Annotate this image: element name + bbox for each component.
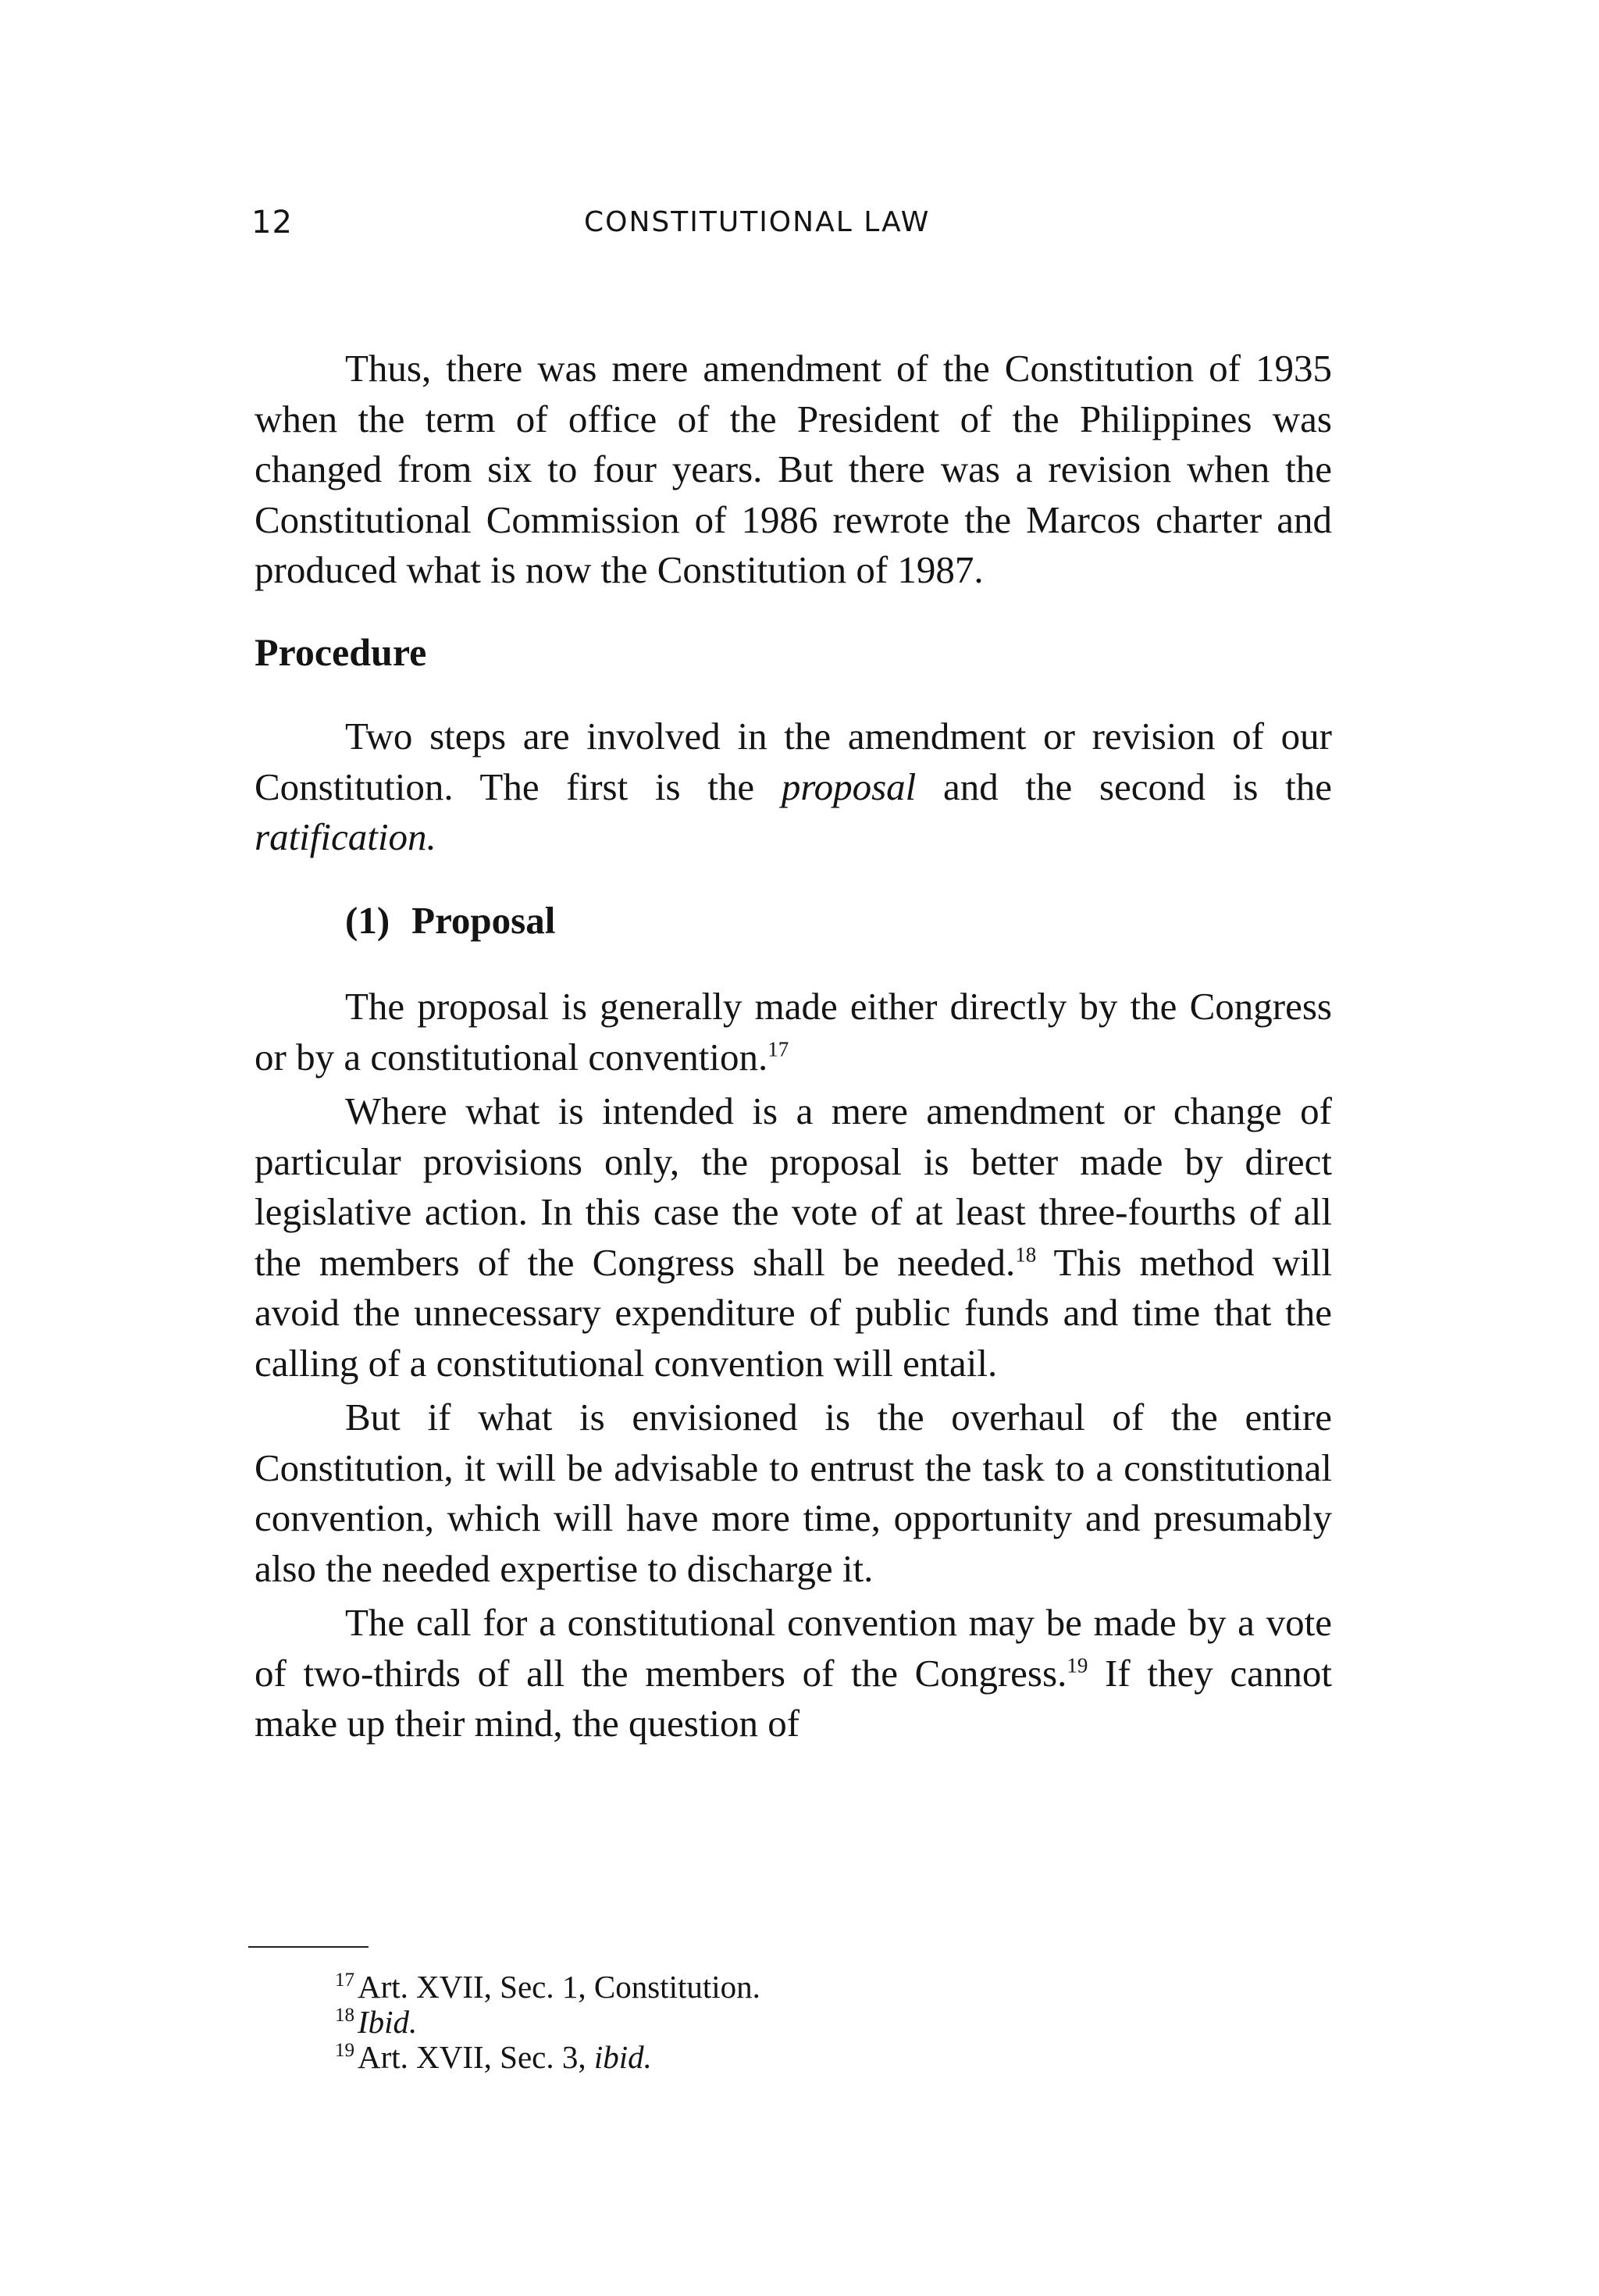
- paragraph-call-convention-text-2: If they cannot make up their mind, the question of: [255, 1651, 1332, 1745]
- footnote-text: Art. XVII, Sec. 1, Constitution.: [358, 1969, 760, 2005]
- footnote-18: [248, 2005, 1076, 2040]
- footnote-reference-17: 17: [767, 1037, 789, 1061]
- paragraph-call-convention-text-1: The call for a constitutional convention may be made by a vote of two-thirds of all the members of the Congress.: [255, 1601, 1332, 1695]
- paragraph-call-convention: [255, 1598, 1332, 1749]
- footnotes: [248, 1946, 1076, 2075]
- paragraph-two-steps: [255, 711, 1332, 863]
- term-proposal: proposal: [781, 765, 917, 808]
- footnote-reference-19: 19: [1067, 1653, 1088, 1677]
- paragraph-amendment-example: Thus, there was mere amendment of the Constitution of 1935 when the term of office of the President of the Philippines was changed from six to four years. But there was a revision when the Constitutional Commission of 1986 rewrote the Marcos charter and produced what is now the Constitution of 1987.: [255, 347, 1332, 591]
- page-number: 12: [251, 205, 293, 241]
- footnote-divider: [248, 1946, 369, 1948]
- paragraph-two-steps-text-1: Two steps are involved in the amendment or revision of our Constitution. The first is the: [255, 715, 1332, 808]
- footnote-19: [248, 2040, 1076, 2075]
- footnote-text: Ibid.: [358, 2004, 418, 2040]
- paragraph-legislative-action-text-1: Where what is intended is a mere amendment or change of particular provisions only, the proposal is better made by direct legislative action. In this case the vote of at least three-fourths of all the members of the Congress shall be needed.: [255, 1089, 1332, 1284]
- page-header: [251, 205, 1327, 251]
- running-head: CONSTITUTIONAL LAW: [584, 206, 931, 238]
- paragraph-two-steps-text-2: and the second is the: [916, 765, 1332, 808]
- paragraph-proposal-made-text: The proposal is generally made either directly by the Congress or by a constitutional convention.: [255, 985, 1332, 1078]
- main-text: [255, 344, 1332, 1749]
- footnote-text: Art. XVII, Sec. 3,: [358, 2039, 594, 2075]
- footnote-17: [248, 1970, 1076, 2005]
- footnote-number: 18: [335, 2005, 354, 2027]
- subheading-number: (1): [345, 898, 390, 942]
- section-heading-procedure: Procedure: [255, 629, 427, 674]
- subheading-proposal: [345, 896, 1332, 947]
- paragraph-convention-overhaul: But if what is envisioned is the overhaul of the entire Constitution, it will be advisable to entrust the task to a constitutional convention, which will have more time, opportunity and presumably also the needed expertise to discharge it.: [255, 1396, 1332, 1590]
- footnote-number: 19: [335, 2040, 354, 2062]
- paragraph-legislative-action: [255, 1086, 1332, 1389]
- footnote-text-italic: ibid.: [593, 2039, 652, 2075]
- paragraph-legislative-action-text-2: This method will avoid the unnecessary expenditure of public funds and time that the calling of a constitutional convention will entail.: [255, 1240, 1333, 1385]
- footnote-reference-18: 18: [1015, 1242, 1037, 1267]
- subheading-title: Proposal: [411, 898, 556, 942]
- term-ratification: ratification.: [255, 815, 436, 858]
- footnote-number: 17: [335, 1970, 354, 1991]
- paragraph-proposal-made: [255, 982, 1332, 1082]
